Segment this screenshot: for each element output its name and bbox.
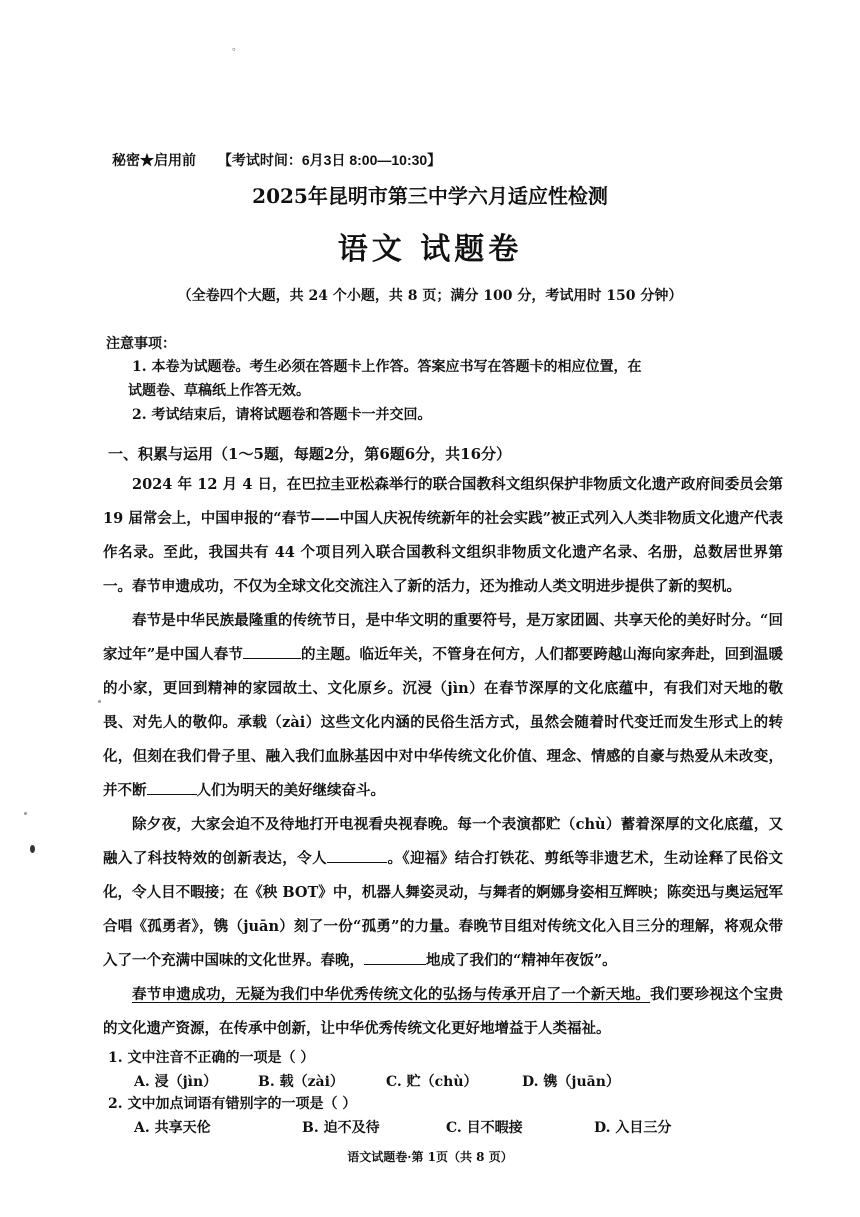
notice-item-2: 2. 考试结束后，请将试题卷和答题卡一并交回。 xyxy=(132,407,432,423)
exam-title: 2025年昆明市第三中学六月适应性检测 xyxy=(252,184,608,208)
header-line xyxy=(112,150,459,170)
exam-info: （全卷四个大题，共 24 个小题，共 8 页；满分 100 分，考试用时 150 分钟） xyxy=(177,288,683,304)
notice-item-1-cont: 试题卷、草稿纸上作答无效。 xyxy=(128,383,310,399)
scan-speck xyxy=(98,700,101,703)
passage-paragraph-1: 2024 年 12 月 4 日，在巴拉圭亚松森举行的联合国教科文组织保护非物质文化遗产政府间委员会第 19 届常会上，中国申报的“春节——中国人庆祝传统新年的社会实践”被正式列入人类非物质文化遗产代表作名录。至此，我国共有 44 个项目列入联合国教科文组织非物质文化遗产名录、名册，总数居世界第一。春节申遗成功，不仅为全球文化交流注入了新的活力，还为推动人类文明进步提供了新的契机。 xyxy=(103,476,783,595)
reading-passage xyxy=(103,468,783,1046)
subject-title: 语文 试题卷 xyxy=(337,232,523,267)
q1-option-d: D. 镌（juān） xyxy=(522,1074,620,1090)
q2-option-c: C. 目不暇接 xyxy=(446,1120,523,1136)
question-2: 2. 文中加点词语有错别字的一项是（ ） xyxy=(108,1096,357,1112)
q1-option-c: C. 贮（chù） xyxy=(386,1074,478,1090)
blank-4 xyxy=(364,950,426,965)
p4-rest: 我们要珍视这个宝贵的文化遗产资源，在传承中创新，让中华优秀传统文化更好地增益于人类福祉。 xyxy=(103,986,783,1037)
p3-part-a: 除夕夜，大家会迫不及待地打开电视看央视春晚。每一个表演都贮（chù）蓄着深厚的文化底蕴，又融入了科技特效的创新表达，令人 xyxy=(103,816,783,867)
section-title: 一、积累与运用（1～5题，每题2分，第6题6分，共16分） xyxy=(108,445,512,463)
underlined-sentence: 春节申遗成功，无疑为我们中华优秀传统文化的弘扬与传承开启了一个新天地。 xyxy=(132,986,651,1003)
passage-paragraph-3 xyxy=(103,808,783,978)
passage-paragraph-2 xyxy=(103,604,783,808)
question-1: 1. 文中注音不正确的一项是（ ） xyxy=(108,1050,315,1066)
p2-part-a: 春节是中华民族最隆重的传统节日，是中华文明的重要符号，是万家团圆、共享天伦的美好时分。“回家过年”是中国人春节 xyxy=(103,612,783,663)
exam-time: 【考试时间：6月3日 8:00—10:30】 xyxy=(217,152,442,168)
notice-title: 注意事项： xyxy=(106,336,176,352)
p3-part-b: 。《迎福》结合打铁花、剪纸等非遗艺术，生动诠释了民俗文化，令人目不暇接；在《秧 BOT》中，机器人舞姿灵动，与舞者的婀娜身姿相互辉映；陈奕迅与奥运冠军合唱《孤勇者》，镌（juān）刻了一份“孤勇”的力量。春晚节目组对传统文化入目三分的理解，将观众带入了一个充满中国味的文化世界。春晚， xyxy=(103,850,784,969)
blank-2 xyxy=(147,780,197,795)
q1-option-a: A. 浸（jìn） xyxy=(134,1074,218,1090)
scan-speck xyxy=(30,845,35,853)
blank-1 xyxy=(243,644,301,659)
q1-option-b: B. 载（zài） xyxy=(258,1074,344,1090)
notice-item-1: 1. 本卷为试题卷。考生必须在答题卡上作答。答案应书写在答题卡的相应位置，在 xyxy=(132,359,642,375)
scan-dot: 。 xyxy=(232,42,242,53)
p3-part-c: 地成了我们的“精神年夜饭”。 xyxy=(426,952,617,969)
q2-option-b: B. 迫不及待 xyxy=(302,1120,380,1136)
p2-part-c: 人们为明天的美好继续奋斗。 xyxy=(196,782,385,799)
q2-option-a: A. 共享天伦 xyxy=(134,1120,211,1136)
q2-option-d: D. 入目三分 xyxy=(594,1120,672,1136)
secret-label: 秘密★启用前 xyxy=(112,152,196,168)
passage-paragraph-4 xyxy=(103,978,783,1046)
p2-part-b: 的主题。临近年关，不管身在何方，人们都要跨越山海向家奔赴，回到温暖的小家，更回到精神的家园故土、文化原乡。沉浸（jìn）在春节深厚的文化底蕴中，有我们对天地的敬畏、对先人的敬仰。承载（zài）这些文化内涵的民俗生活方式，虽然会随着时代变迁而发生形式上的转化，但刻在我们骨子里、融入我们血脉基因中对中华传统文化价值、理念、情感的自豪与热爱从未改变，并不断 xyxy=(103,646,784,799)
blank-3 xyxy=(327,848,387,863)
page-footer: 语文试题卷·第 1页（共 8 页） xyxy=(347,1150,513,1164)
scan-speck xyxy=(24,812,27,815)
